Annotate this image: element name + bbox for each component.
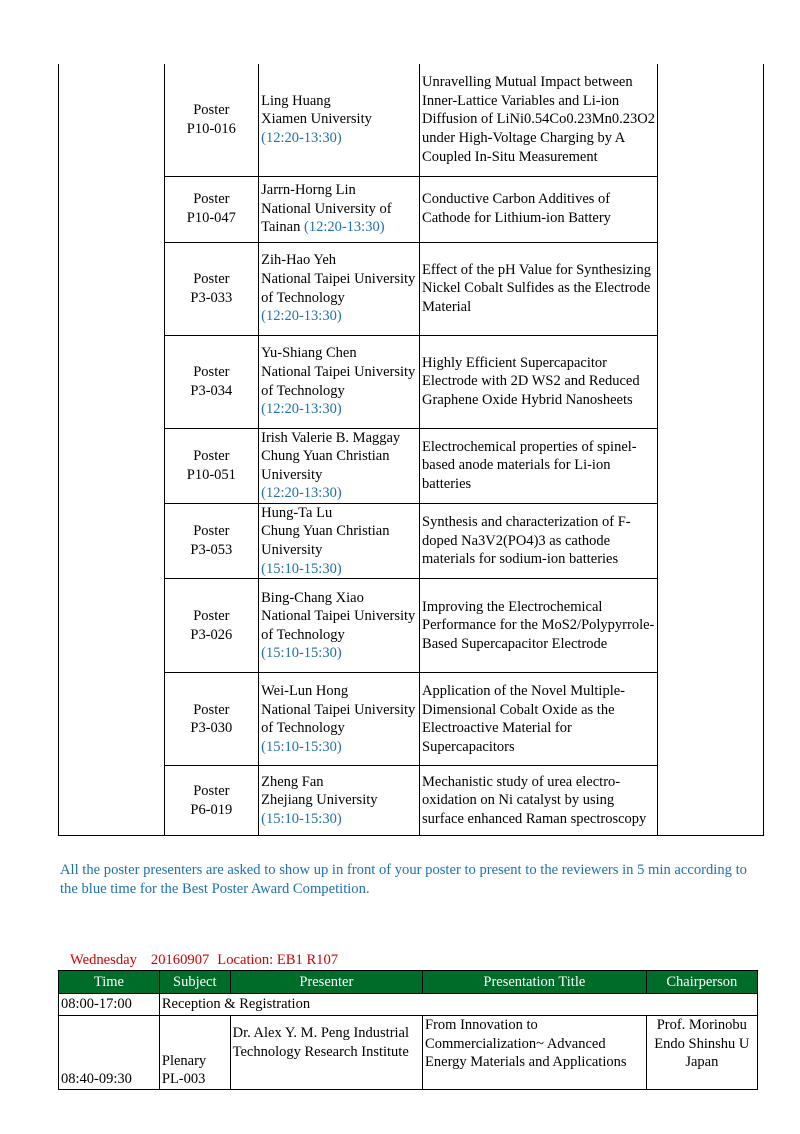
poster-row (59, 242, 764, 335)
poster-row (59, 673, 764, 766)
poster-time: (15:10-15:30) (261, 738, 342, 755)
wednesday-schedule-table (58, 970, 758, 1090)
day-name: Wednesday (70, 952, 137, 968)
title-cell: Conductive Carbon Additives of Cathode for Lithium-ion Battery (420, 176, 658, 242)
presenter-cell: Dr. Alex Y. M. Peng Industrial Technology Research Institute (230, 1016, 422, 1090)
poster-time: (12:20-13:30) (261, 485, 342, 502)
poster-time: (12:20-13:30) (261, 130, 342, 147)
poster-instructions-note: All the poster presenters are asked to show up in front of your poster to present to the reviewers in 5 min according to the blue time for the Best Poster Award Competition. (60, 862, 747, 897)
poster-table (58, 64, 764, 836)
day-date: 20160907 (150, 952, 210, 968)
day-heading (70, 952, 338, 969)
subject-cell: Reception & Registration (159, 994, 757, 1016)
chair-cell: Prof. Morinobu Endo Shinshu U Japan (646, 1016, 757, 1090)
presenter-cell: Bing-Chang Xiao National Taipei University of Technology (15:10-15:30) (259, 579, 420, 673)
header-subject: Subject (159, 971, 230, 994)
poster-row (59, 503, 764, 578)
poster-code-cell: Poster P6-019 (164, 766, 259, 836)
poster-time: (15:10-15:30) (261, 811, 342, 828)
header-time: Time (59, 971, 160, 994)
poster-code-cell: Poster P3-026 (164, 579, 259, 673)
header-title: Presentation Title (423, 971, 647, 994)
presenter-cell: Wei-Lun Hong National Taipei University of Technology (15:10-15:30) (259, 673, 420, 766)
poster-time: (15:10-15:30) (261, 560, 342, 577)
time-cell: 08:00-17:00 (59, 994, 160, 1016)
poster-code-cell: Poster P10-016 (164, 64, 259, 176)
time-cell: 08:40-09:30 (59, 1016, 160, 1090)
poster-code-cell: Poster P3-033 (164, 242, 259, 335)
presenter-cell: Zih-Hao Yeh National Taipei University of Technology (12:20-13:30) (259, 242, 420, 335)
poster-row (59, 176, 764, 242)
subject-cell: Plenary PL-003 (159, 1016, 230, 1090)
poster-code-cell: Poster P3-053 (164, 503, 259, 578)
poster-time: (12:20-13:30) (261, 401, 342, 418)
poster-code-cell: Poster P3-030 (164, 673, 259, 766)
title-cell: Effect of the pH Value for Synthesizing Nickel Cobalt Sulfides as the Electrode Material (420, 242, 658, 335)
poster-time: (12:20-13:30) (261, 308, 342, 325)
table-row (59, 994, 758, 1016)
presenter-cell: Jarrn-Horng Lin National University of Tainan (12:20-13:30) (259, 176, 420, 242)
header-chairperson: Chairperson (646, 971, 757, 994)
presenter-cell: Ling Huang Xiamen University (12:20-13:30) (259, 64, 420, 176)
poster-code-cell: Poster P10-047 (164, 176, 259, 242)
title-cell: Unravelling Mutual Impact between Inner-Lattice Variables and Li-ion Diffusion of LiNi0.54Co0.23Mn0.23O2 under High-Voltage Charging by A Coupled In-Situ Measurement (420, 64, 658, 176)
poster-row (59, 428, 764, 503)
poster-row (59, 335, 764, 428)
title-cell: Highly Efficient Supercapacitor Electrode with 2D WS2 and Reduced Graphene Oxide Hybrid Nanosheets (420, 335, 658, 428)
presenter-cell: Hung-Ta Lu Chung Yuan Christian University (15:10-15:30) (259, 503, 420, 578)
table-row (59, 1016, 758, 1090)
day-location: Location: EB1 R107 (217, 952, 339, 968)
title-cell: Application of the Novel Multiple-Dimensional Cobalt Oxide as the Electroactive Material for Supercapacitors (420, 673, 658, 766)
poster-code-cell: Poster P3-034 (164, 335, 259, 428)
title-cell: Electrochemical properties of spinel-based anode materials for Li-ion batteries (420, 428, 658, 503)
header-presenter: Presenter (230, 971, 422, 994)
poster-time: (15:10-15:30) (261, 645, 342, 662)
poster-row (59, 64, 764, 176)
empty-chair-cell (658, 64, 764, 836)
poster-row (59, 766, 764, 836)
presenter-cell: Yu-Shiang Chen National Taipei University of Technology (12:20-13:30) (259, 335, 420, 428)
presenter-cell: Irish Valerie B. Maggay Chung Yuan Christian University (12:20-13:30) (259, 428, 420, 503)
title-cell: Synthesis and characterization of F-doped Na3V2(PO4)3 as cathode materials for sodium-ion batteries (420, 503, 658, 578)
presenter-cell: Zheng Fan Zhejiang University (15:10-15:30) (259, 766, 420, 836)
empty-time-cell (59, 64, 165, 836)
title-cell: Mechanistic study of urea electro-oxidation on Ni catalyst by using surface enhanced Raman spectroscopy (420, 766, 658, 836)
title-cell: Improving the Electrochemical Performance for the MoS2/Polypyrrole-Based Supercapacitor Electrode (420, 579, 658, 673)
poster-row (59, 579, 764, 673)
poster-time: (12:20-13:30) (304, 219, 385, 236)
title-cell: From Innovation to Commercialization~ Advanced Energy Materials and Applications (423, 1016, 647, 1090)
poster-code-cell: Poster P10-051 (164, 428, 259, 503)
table-header-row (59, 971, 758, 994)
